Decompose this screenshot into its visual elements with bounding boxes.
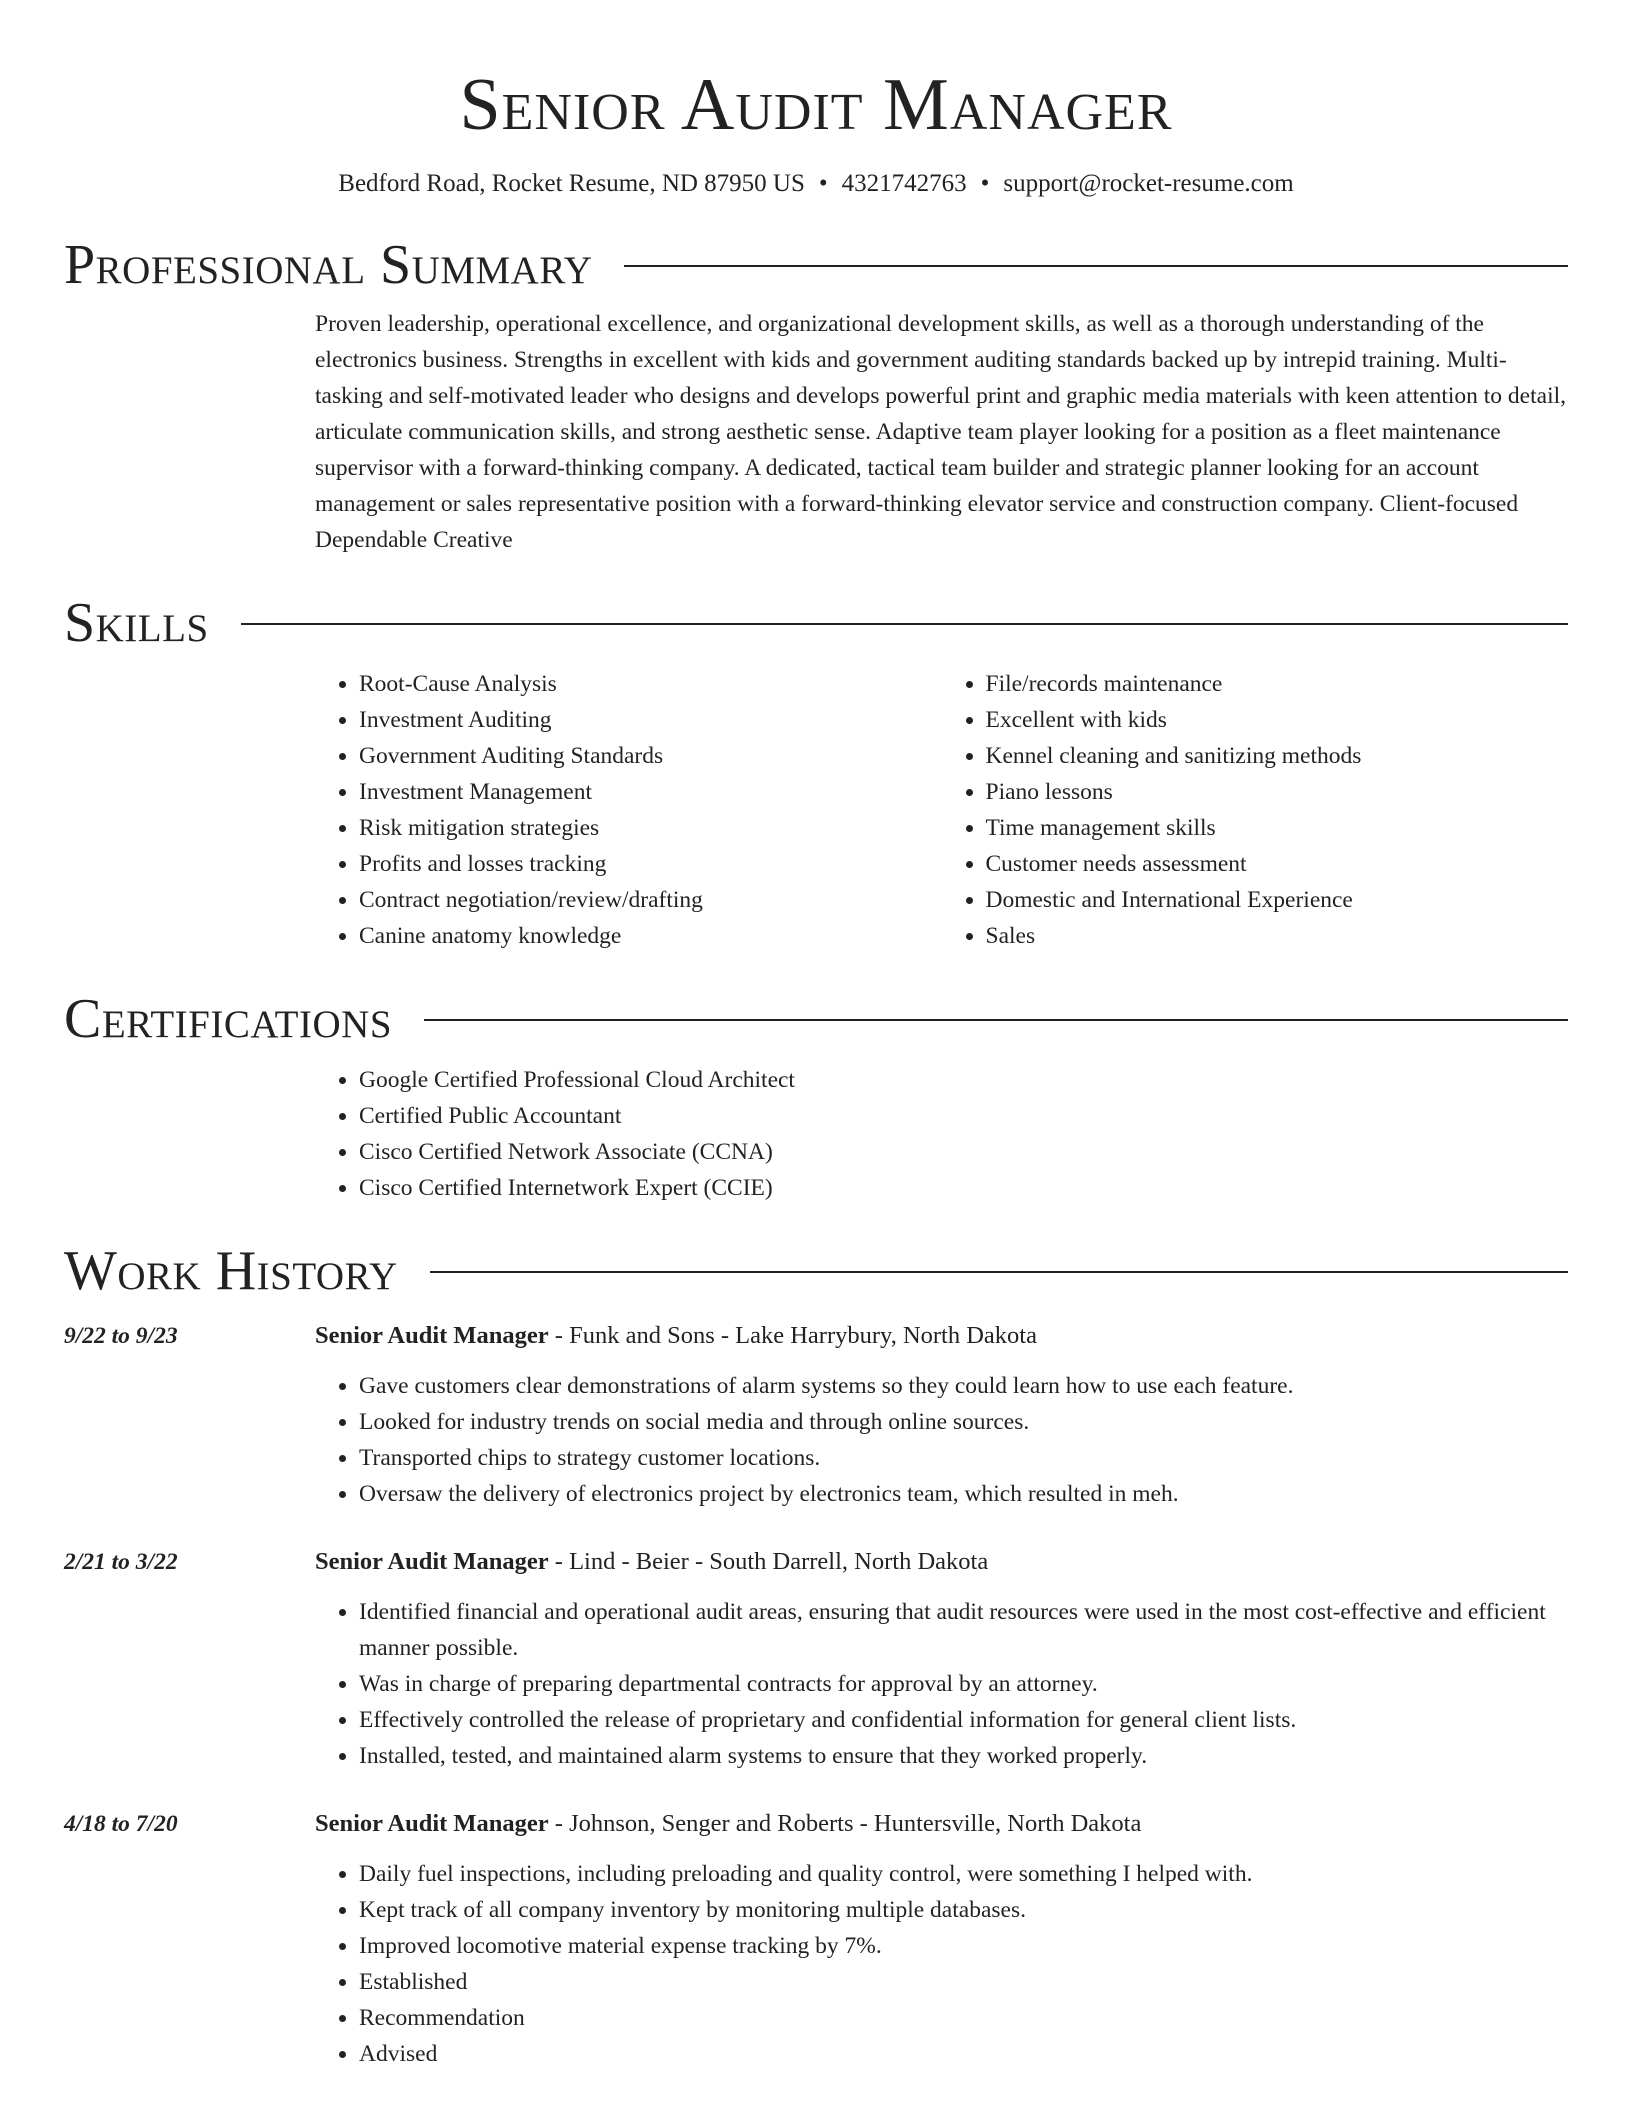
skill-item: • Kennel cleaning and sanitizing methods — [986, 738, 1569, 774]
section-header-certifications — [64, 988, 1568, 1050]
job-bullets — [315, 1856, 1568, 2072]
job-details: - Lind - Beier - South Darrell, North Dakota — [548, 1548, 989, 1575]
job-bullet: • Transported chips to strategy customer locations. — [359, 1440, 1568, 1476]
contact-separator: • — [980, 170, 990, 197]
section-header-summary — [64, 234, 1568, 296]
skill-item: • Excellent with kids — [986, 702, 1569, 738]
skill-item: • Investment Management — [359, 774, 942, 810]
skill-item: • Domestic and International Experience — [986, 882, 1569, 918]
skill-item: • Contract negotiation/review/drafting — [359, 882, 942, 918]
skill-item: • Root-Cause Analysis — [359, 666, 942, 702]
section-rule — [241, 623, 1568, 625]
skill-item: • Investment Auditing — [359, 702, 942, 738]
job-heading — [315, 1542, 1568, 1580]
section-title-skills: Skills — [64, 592, 209, 654]
job-bullet: • Advised — [359, 2036, 1568, 2072]
job-title: Senior Audit Manager — [315, 1548, 549, 1575]
job-details: - Funk and Sons - Lake Harrybury, North Dakota — [548, 1322, 1037, 1349]
job-heading — [315, 1316, 1568, 1354]
skill-item: • Profits and losses tracking — [359, 846, 942, 882]
certification-item: • Cisco Certified Internetwork Expert (CCIE) — [359, 1170, 1568, 1206]
section-header-skills — [64, 592, 1568, 654]
skills-column-right — [942, 666, 1569, 954]
job-details: - Johnson, Senger and Roberts - Huntersville, North Dakota — [548, 1810, 1142, 1837]
skill-item: • Time management skills — [986, 810, 1569, 846]
contact-address: Bedford Road, Rocket Resume, ND 87950 US — [338, 170, 805, 197]
job-bullet: • Daily fuel inspections, including preloading and quality control, were something I helped with. — [359, 1856, 1568, 1892]
certification-item: • Google Certified Professional Cloud Architect — [359, 1062, 1568, 1098]
job-content — [315, 1316, 1568, 1512]
job-heading — [315, 1804, 1568, 1842]
contact-separator: • — [818, 170, 828, 197]
job-entry — [64, 1542, 1568, 1774]
section-title-summary: Professional Summary — [64, 234, 593, 296]
section-rule — [424, 1019, 1568, 1021]
job-bullet: • Kept track of all company inventory by monitoring multiple databases. — [359, 1892, 1568, 1928]
job-bullet: • Established — [359, 1964, 1568, 2000]
job-bullet: • Oversaw the delivery of electronics project by electronics team, which resulted in meh. — [359, 1476, 1568, 1512]
job-bullet: • Was in charge of preparing departmental contracts for approval by an attorney. — [359, 1666, 1568, 1702]
job-bullet: • Recommendation — [359, 2000, 1568, 2036]
job-bullets — [315, 1368, 1568, 1512]
section-title-work-history: Work History — [64, 1240, 398, 1302]
job-title: Senior Audit Manager — [315, 1810, 549, 1837]
skill-item: • Customer needs assessment — [986, 846, 1569, 882]
job-dates: 4/18 to 7/20 — [64, 1811, 178, 1837]
job-bullet: • Installed, tested, and maintained alarm systems to ensure that they worked properly. — [359, 1738, 1568, 1774]
certification-item: • Certified Public Accountant — [359, 1098, 1568, 1134]
section-rule — [430, 1271, 1568, 1273]
job-dates: 2/21 to 3/22 — [64, 1549, 178, 1575]
contact-line — [64, 168, 1568, 200]
job-entry — [64, 1804, 1568, 2072]
job-content — [315, 1542, 1568, 1774]
job-content — [315, 1804, 1568, 2072]
job-bullet: • Gave customers clear demonstrations of alarm systems so they could learn how to use each feature. — [359, 1368, 1568, 1404]
skill-item: • Sales — [986, 918, 1569, 954]
job-entry — [64, 1316, 1568, 1512]
skill-item: • File/records maintenance — [986, 666, 1569, 702]
section-title-certifications: Certifications — [64, 988, 393, 1050]
job-title: Senior Audit Manager — [315, 1322, 549, 1349]
skill-item: • Risk mitigation strategies — [359, 810, 942, 846]
summary-text: Proven leadership, operational excellence, and organizational development skills, as well as a thorough understanding of the electronics business. Strengths in excellent with kids and government auditing standards backed up by intrepid training. Multi-tasking and self-motivated leader who designs and develops powerful print and graphic media materials with keen attention to detail, articulate communication skills, and strong aesthetic sense. Adaptive team player looking for a position as a fleet maintenance supervisor with a forward-thinking company. A dedicated, tactical team builder and strategic planner looking for an account management or sales representative position with a forward-thinking elevator service and construction company. Client-focused Dependable Creative — [315, 311, 1567, 553]
job-bullet: • Improved locomotive material expense tracking by 7%. — [359, 1928, 1568, 1964]
certification-item: • Cisco Certified Network Associate (CCNA) — [359, 1134, 1568, 1170]
job-bullet: • Looked for industry trends on social media and through online sources. — [359, 1404, 1568, 1440]
job-bullet: • Effectively controlled the release of proprietary and confidential information for general client lists. — [359, 1702, 1568, 1738]
skills-column-left — [315, 666, 942, 954]
section-rule — [624, 265, 1568, 267]
section-header-work-history — [64, 1240, 1568, 1302]
skill-item: • Piano lessons — [986, 774, 1569, 810]
skills-list — [315, 666, 1568, 954]
certifications-bullets — [315, 1062, 1568, 1206]
job-bullets — [315, 1594, 1568, 1774]
skill-item: • Canine anatomy knowledge — [359, 918, 942, 954]
contact-email: support@rocket-resume.com — [1003, 170, 1294, 197]
certifications-list — [315, 1062, 1568, 1206]
job-bullet: • Identified financial and operational audit areas, ensuring that audit resources were used in the most cost-effective and efficient manner possible. — [359, 1594, 1568, 1666]
job-dates: 9/22 to 9/23 — [64, 1323, 178, 1349]
resume-name: Senior Audit Manager — [459, 64, 1173, 146]
contact-phone: 4321742763 — [841, 170, 967, 197]
skill-item: • Government Auditing Standards — [359, 738, 942, 774]
